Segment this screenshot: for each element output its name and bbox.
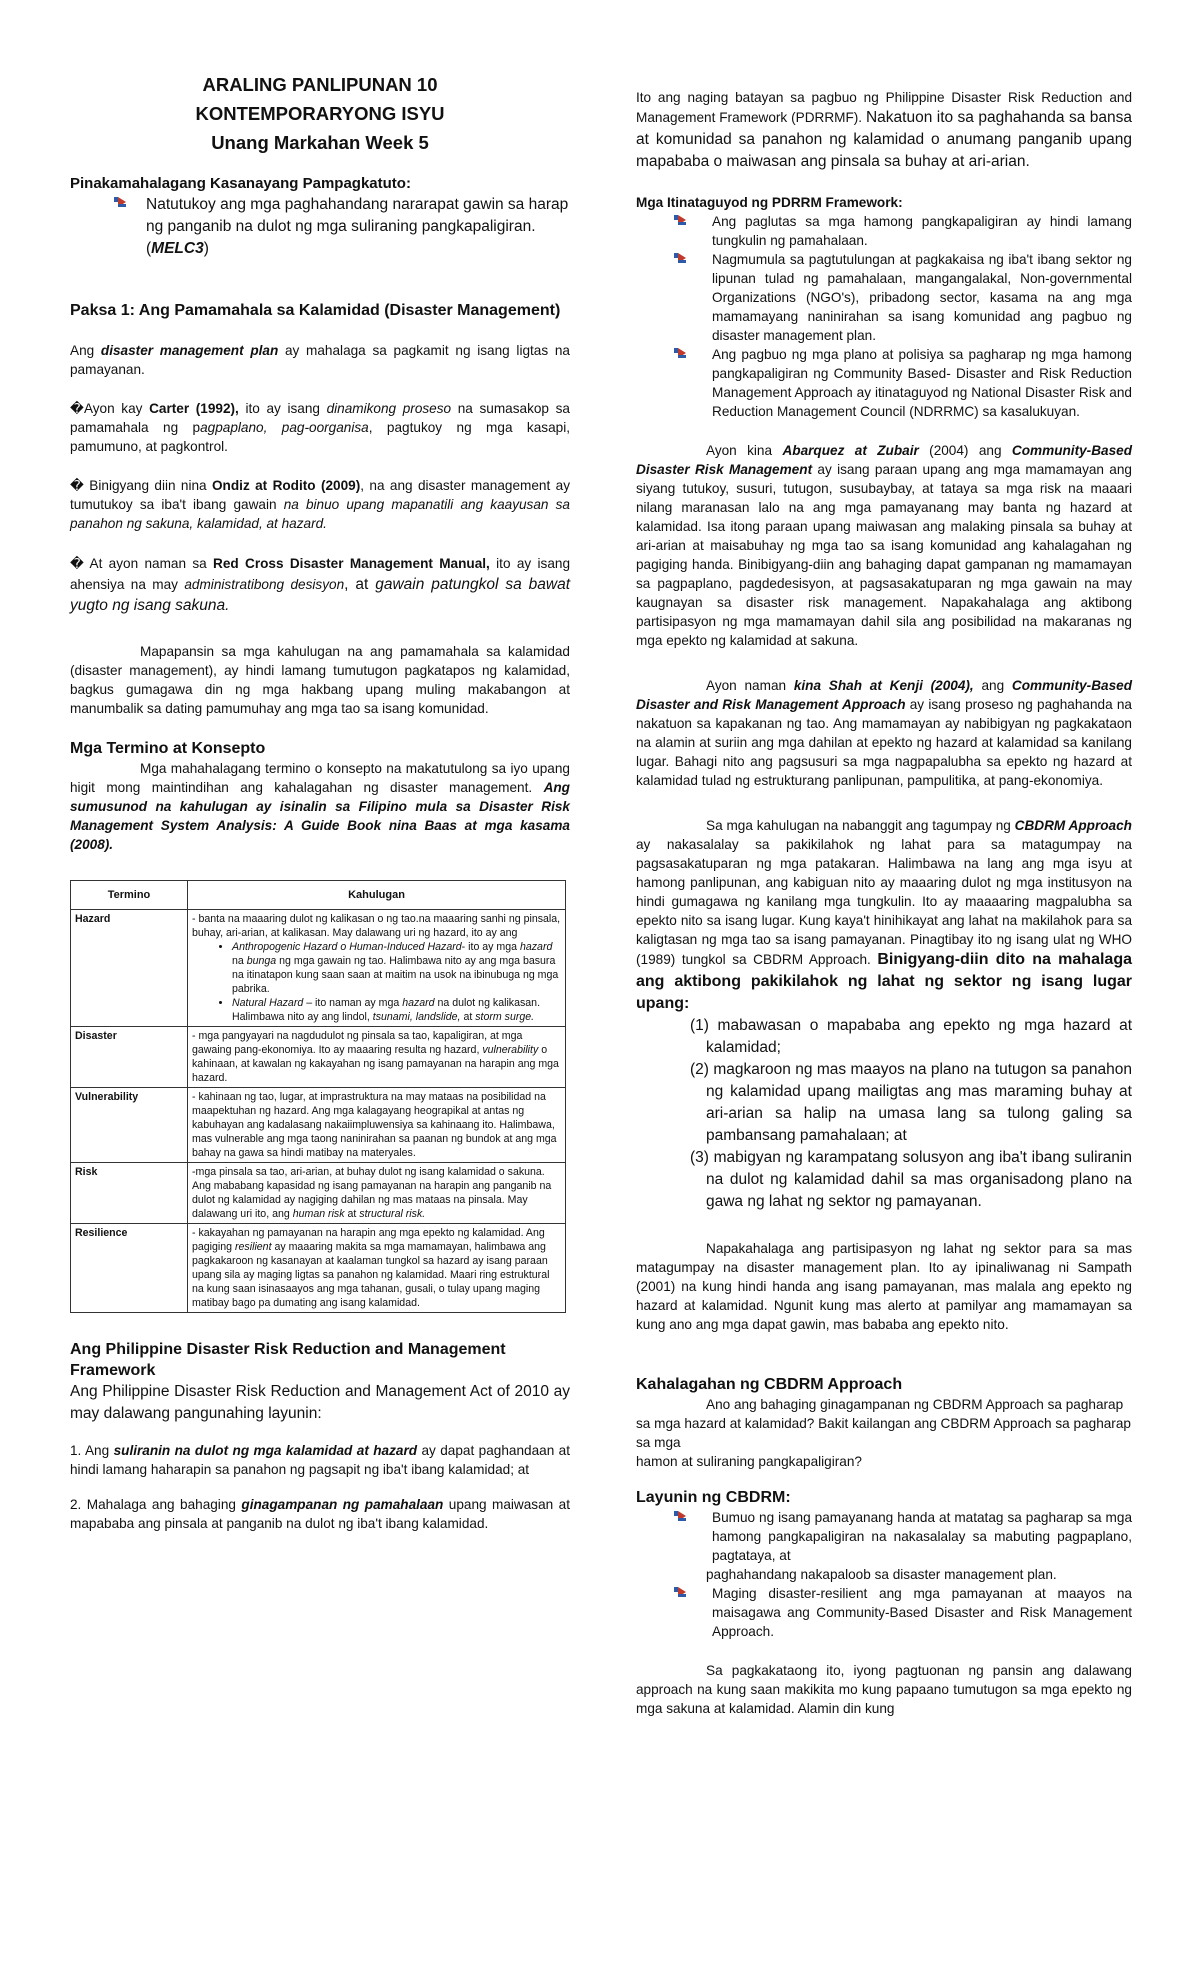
itinataguyod-item-2: Nagmumula sa pagtutulungan at pagkakaisa ng iba't ibang sektor ng lipunan tulad ng pamahalaan, mangangalakal, Non-governmental Organizations (NGO's), pribadong sector, kasama na ang mga mamamayang naninirahan sa isang komunidad ang pagbuo ng disaster management plan. <box>636 250 1132 345</box>
right-p3: Ayon naman kina Shah at Kenji (2004), ang Community-Based Disaster and Risk Management Approach ay isang proseso ng paghahanda na nakatuon sa kapakanan ng tao. Ang mamamayan ay nabibigyan ng pagkakataon na alamin at suriin ang mga dahilan at epekto ng hazard at kalamidad sa kanilang lugar. Bahagi nito ang pagsusuri sa mga nagpapalubha sa epekto ng hazard at kalamidad tulad ng estrukturang panlipunan, pampulitika, at pang-ekonomiya. <box>636 678 1132 788</box>
melc-bullet: Natutukoy ang mga paghahandang nararapat gawin sa harap ng panganib na dulot ng mga suliraning pangkapaligiran. (MELC3) <box>70 194 570 260</box>
def-disaster: - mga pangyayari na nagdudulot ng pinsala sa tao, kapaligiran, at mga gawaing pang-ekonomiya. Ito ay maaaring resulta ng hazard, vulnerability o kahinaan, at kawalan ng kakayahan ng isang pamayanan na harapin ang mga hazard. <box>188 1027 566 1088</box>
paksa-title: Paksa 1: Ang Pamamahala sa Kalamidad (Disaster Management) <box>70 302 561 319</box>
layunin-item-1: Bumuo ng isang pamayanang handa at matatag sa pagharap sa mga hamong pangkapaligiran na nakasalalay sa mabuting pagpaplano, pagtataya, at <box>636 1508 1132 1565</box>
left-column <box>70 70 570 1533</box>
pdrrm-item2: 2. Mahalaga ang bahaging ginagampanan ng pamahalaan upang maiwasan at mapababa ang pinsala at panganib na dulot ng iba't ibang kalamidad. <box>70 1497 570 1531</box>
cbdrm-item-2: (2) magkaroon ng mas maayos na plano na tutugon sa panahon ng kalamidad upang mailigtas ang mas maraming buhay at ari-arian sa halip na umasa lang sa tulong galing sa pambansang pamahalaan; at <box>690 1061 1132 1144</box>
itinataguyod-item-3: Ang pagbuo ng mga plano at polisiya sa pagharap ng mga hamong pangkapaligiran ng Community Based- Disaster and Risk Reduction Management Approach ay itinataguyod ng National Disaster Risk and Reduction Management Council (NDRRMC) sa kasalukuyan. <box>636 345 1132 421</box>
table-head-def: Kahulugan <box>188 881 566 910</box>
layunin-title: Layunin ng CBDRM: <box>636 1489 791 1506</box>
pdrrm-item1: 1. Ang suliranin na dulot ng mga kalamidad at hazard ay dapat paghandaan at hindi lamang haharapin sa panahon ng pagsapit ng iba't ibang kalamidad; at <box>70 1443 570 1477</box>
table-header-row <box>71 881 566 910</box>
paksa-p5: Mapapansin sa mga kahulugan na ang pamamahala sa kalamidad (disaster management), ay hindi lamang tumutugon pagkatapos ng kalamidad, bagkus gumagawa din ng mga hakbang upang muling makabangon at manumbalik sa dating pamumuhay ang mga tao sa isang komunidad. <box>70 644 570 716</box>
right-column <box>636 88 1132 1718</box>
paksa-p4: � At ayon naman sa Red Cross Disaster Management Manual, ito ay isang ahensiya na may administratibong desisyon, at gawain patungkol sa bawat yugto ng isang sakuna. <box>70 556 571 614</box>
pdrrm-title: Ang Philippine Disaster Risk Reduction and Management Framework <box>70 1341 506 1379</box>
term-vulnerability: Vulnerability <box>71 1088 188 1163</box>
table-row <box>71 1027 566 1088</box>
itinataguyod-item-1: Ang paglutas sa mga hamong pangkapaligiran ay hindi lamang tungkulin ng pamahalaan. <box>636 212 1132 250</box>
kahalagahan-p2: hamon at suliraning pangkapaligiran? <box>636 1454 862 1469</box>
table-row <box>71 1163 566 1224</box>
paksa-p3: � Binigyang diin nina Ondiz at Rodito (2009), na ang disaster management ay tumutukoy sa iba't ibang gawain na binuo upang mapanatili ang kaayusan sa panahon ng sakuna, kalamidad, at hazard. <box>70 478 570 531</box>
table-row <box>71 910 566 1027</box>
def-resilience: - kakayahan ng pamayanan na harapin ang mga epekto ng kalamidad. Ang pagiging resilient ay maaaring makita sa mga mamamayan, halimbawa ang pagkakaroon ng kasanayan at kaalaman tungkol sa hazard ay isang paraan upang sila ay maging ligtas sa panahon ng kalamidad. Maari ring estruktural na kung saan isinasaayos ang mga tahanan, gusali, o tulay upang maging matibay bago pa dumating ang isang kalamidad. <box>188 1224 566 1313</box>
def-hazard: - banta na maaaring dulot ng kalikasan o ng tao.na maaaring sanhi ng pinsala, buhay, ari-arian, at kalikasan. May dalawang uri ng hazard, ito ay ang • Anthropogenic Hazard o Human-Induced Hazard- ito ay mga hazard na bunga ng mga gawain ng tao. Halimbawa nito ay ang mga basura na itinatapon kung saan saan at maitim na usok na ibinubuga ng mga pabrika. • Natural Hazard – ito naman ay mga hazard na dulot ng kalikasan. Halimbawa nito ay ang lindol, tsunami, landslide, at storm surge. <box>188 910 566 1027</box>
term-risk: Risk <box>71 1163 188 1224</box>
arrow-bullet-icon <box>674 253 688 265</box>
term-resilience: Resilience <box>71 1224 188 1313</box>
paksa-p2: �Ayon kay Carter (1992), ito ay isang dinamikong proseso na sumasakop sa pamamahala ng pagpaplano, pag-oorganisa, pagtukoy ng mga kasapi, pamumuno, at pagkontrol. <box>70 401 570 454</box>
pdrrm-intro: Ang Philippine Disaster Risk Reduction and Management Act of 2010 ay may dalawang pangunahing layunin: <box>70 1383 570 1422</box>
itinataguyod-title: Mga Itinataguyod ng PDRRM Framework: <box>636 195 903 210</box>
melc-title: Pinakamahalagang Kasanayang Pampagkatuto: <box>70 175 411 192</box>
table-row <box>71 1088 566 1163</box>
right-p4: Sa mga kahulugan na nabanggit ang tagumpay ng CBDRM Approach ay nakasalalay sa pakikilahok ng lahat para sa matagumpay na pagsasakatuparan ng mga patakaran. Halimbawa na lang ang mga isyu at hamong panlipunan, ang kabiguan nito ay maaaring dulot ng mga institusyon na hindi gumagawa ng kanilang mga tungkulin. Ito ay maaaaring magpalubha sa epekto nito sa isang lugar. Kung kaya't hinihikayat ang lahat na makilahok para sa kaligtasan ng mga tao sa isang pamayanan. Pinagtibay ito ng isang ulat ng WHO (1989) tungkol sa CBDRM Approach. Binigyang-diin dito na mahalaga ang aktibong pakikilahok ng lahat ng sektor ng isang lugar upang: <box>636 818 1132 1012</box>
term-hazard: Hazard <box>71 910 188 1027</box>
def-risk: -mga pinsala sa tao, ari-arian, at buhay dulot ng isang kalamidad o sakuna. Ang mababang kapasidad ng isang pamayanan na harapin ang panganib na dulot ng kalamidad ay nagiging dahilan ng mas mataas na pinsala. May dalawang uri ito, ang human risk at structural risk. <box>188 1163 566 1224</box>
right-p1: Ito ang naging batayan sa pagbuo ng Philippine Disaster Risk Reduction and Management Framework (PDRRMF). Nakatuon ito sa paghahanda sa bansa at komunidad sa panahon ng kalamidad o anumang panganib upang mapababa o maiwasan ang pinsala sa buhay at ari-arian. <box>636 90 1132 170</box>
arrow-bullet-icon <box>114 197 128 209</box>
arrow-bullet-icon <box>674 1511 688 1523</box>
arrow-bullet-icon <box>674 215 688 227</box>
termino-intro: Mga mahahalagang termino o konsepto na makatutulong sa iyo upang higit mong maintindihan ang kahalagahan ng disaster management. Ang sumusunod na kahulugan ay isinalin sa Filipino mula sa Disaster Risk Management System Analysis: A Guide Book nina Baas at mga kasama (2008). <box>70 761 570 852</box>
right-p6: Sa pagkakataong ito, iyong pagtuonan ng pansin ang dalawang approach na kung saan makikita mo kung papaano tumutugon sa mga epekto ng mga sakuna at kalamidad. Alamin din kung <box>636 1663 1132 1716</box>
termino-title: Mga Termino at Konsepto <box>70 740 266 757</box>
paksa-p1: Ang disaster management plan ay mahalaga sa pagkamit ng isang ligtas na pamayanan. <box>70 343 570 377</box>
layunin-item-1-cont: paghahandang nakapaloob sa disaster management plan. <box>706 1567 1057 1582</box>
term-disaster: Disaster <box>71 1027 188 1088</box>
header-line3: Unang Markahan Week 5 <box>211 132 429 153</box>
right-p5: Napakahalaga ang partisipasyon ng lahat ng sektor para sa mas matagumpay na disaster management plan. Ito ay ipinaliwanag ni Sampath (2001) na kung hindi handa ang isang pamayanan, mas malala ang epekto ng hazard at kalamidad. Ngunit kung mas alerto at pamilyar ang mamamayan sa kung ano ang mga dapat gawin, mas bababa ang epekto nito. <box>636 1241 1132 1332</box>
kahalagahan-p: Ano ang bahaging ginagampanan ng CBDRM Approach sa pagharap sa mga hazard at kalamidad? Bakit kailangan ang CBDRM Approach sa pagharap sa mga <box>636 1397 1131 1450</box>
kahalagahan-title: Kahalagahan ng CBDRM Approach <box>636 1376 903 1393</box>
cbdrm-item-3: (3) mabigyan ng karampatang solusyon ang iba't ibang suliranin na dulot ng kalamidad dahil sa mas organisadong plano na gawa ng lahat ng sektor ng pamayanan. <box>690 1149 1132 1210</box>
arrow-bullet-icon <box>674 1587 688 1599</box>
right-p2: Ayon kina Abarquez at Zubair (2004) ang Community-Based Disaster Risk Management ay isang paraan upang ang mga mamamayan ang siyang tutukoy, susuri, tutugon, susubaybay, at tataya sa mga risk na maaari nilang maranasan lalo na ang mga pamayanang may banta ng hazard at kalamidad. Isa itong paraan upang maiwasan ang malaking pinsala sa buhay at ari-arian at maisabuhay ng mga tao sa isang komunidad ang kahalagahan ng pagiging handa. Binibigyang-diin ang bahaging dapat gampanan ng mamamayan sa pagpaplano, pagdedesisyon, at pagsasakatuparan ng mga gawain na may kaugnayan sa disaster risk management. Napakahalaga ang aktibong partisipasyon ng mga mamamayan dahil sila ang posibilidad na makaranas ng mga epekto ng kalamidad at sakuna. <box>636 443 1132 648</box>
table-head-term: Termino <box>71 881 188 910</box>
layunin-item-2: Maging disaster-resilient ang mga pamayanan at maayos na maisagawa ang Community-Based Disaster and Risk Management Approach. <box>636 1584 1132 1641</box>
cbdrm-item-1: (1) mabawasan o mapababa ang epekto ng mga hazard at kalamidad; <box>690 1017 1132 1056</box>
header-line1: ARALING PANLIPUNAN 10 <box>202 74 438 95</box>
arrow-bullet-icon <box>674 348 688 360</box>
def-vulnerability: - kahinaan ng tao, lugar, at imprastruktura na may mataas na posibilidad na maapektuhan ng hazard. Ang mga kalagayang heograpikal at antas ng kabuhayan ang kadalasang nakaiimpluwensiya sa kahinaang ito. Halimbawa, mas vulnerable ang mga taong naninirahan sa paanan ng bundok at ang mga bahay na gawa sa hindi matibay na materyales. <box>188 1088 566 1163</box>
terms-table <box>70 880 566 1313</box>
header-line2: KONTEMPORARYONG ISYU <box>195 103 445 124</box>
table-row <box>71 1224 566 1313</box>
